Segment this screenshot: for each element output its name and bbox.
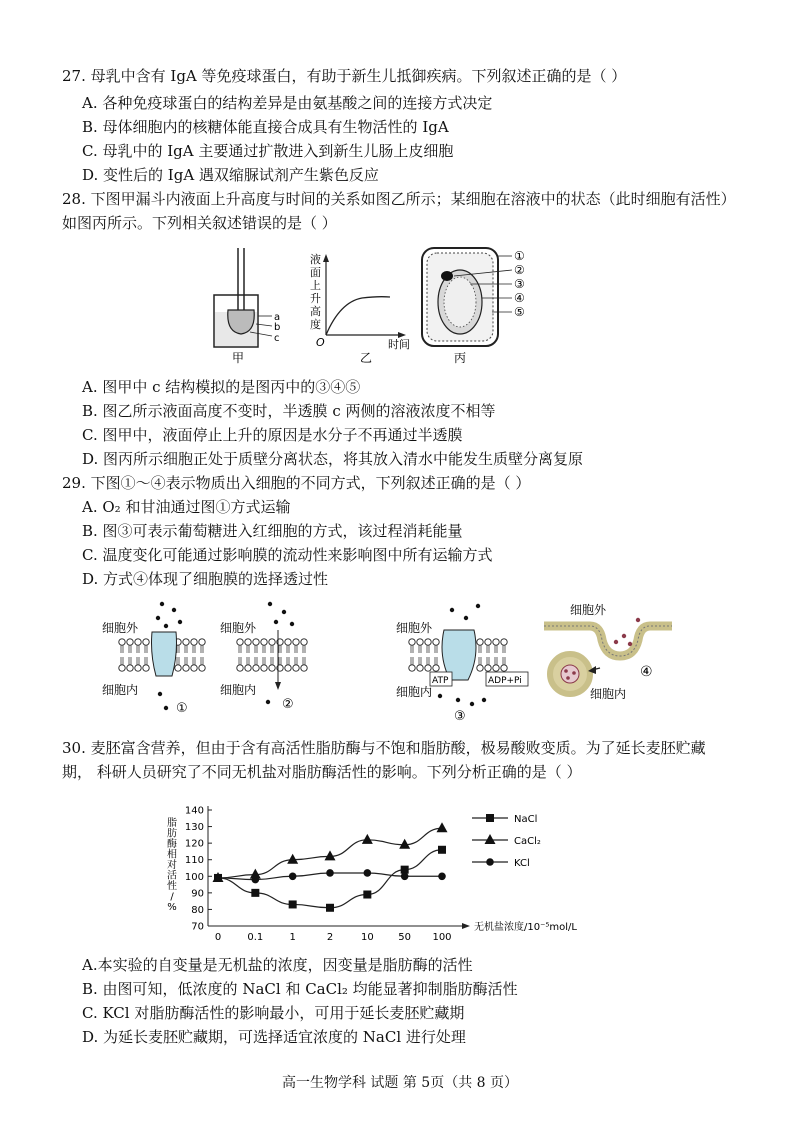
x-tick-label: 1 <box>289 932 296 943</box>
q30-option-d: D. 为延长麦胚贮藏期，可选择适宜浓度的 NaCl 进行处理 <box>82 1028 466 1046</box>
time-label: 时间 <box>388 338 410 351</box>
x-tick-label: 0 <box>214 932 222 943</box>
transport-4-diagram <box>544 603 672 701</box>
label-inside-3: 细胞内 <box>396 685 433 699</box>
mark-2: ② <box>282 697 294 712</box>
y-axis-label-char: 脂 <box>167 818 177 829</box>
figure-yi <box>310 252 410 365</box>
point-KCl <box>326 869 334 877</box>
y-axis-label-char: 对 <box>167 860 177 871</box>
y-tick-label: 70 <box>191 921 204 933</box>
x-tick-label: 2 <box>326 932 334 943</box>
y-axis-label-char: 活 <box>167 870 177 882</box>
q29-option-d: D. 方式④体现了细胞膜的选择透过性 <box>82 570 329 588</box>
q29-stem: 29. 下图①～④表示物质出入细胞的不同方式，下列叙述正确的是（ ） <box>62 474 531 492</box>
point-CaCl₂ <box>399 839 410 849</box>
q30-option-c: C. KCl 对脂肪酶活性的影响最小，可用于延长麦胚贮藏期 <box>82 1004 465 1022</box>
legend-label-NaCl: NaCl <box>514 814 538 825</box>
legend-label-CaCl₂: CaCl₂ <box>514 836 541 847</box>
bing-mark-1: ① <box>514 249 525 263</box>
label-outside-3: 细胞外 <box>396 621 433 635</box>
q28-option-d: D. 图丙所示细胞正处于质壁分离状态，将其放入清水中能发生质壁分离复原 <box>82 450 584 468</box>
q30-option-a: A.本实验的自变量是无机盐的浓度，因变量是脂肪酶的活性 <box>82 956 473 974</box>
point-CaCl₂ <box>287 854 298 864</box>
figure-bing <box>422 248 525 365</box>
y-axis-label-char: 酶 <box>167 839 177 850</box>
y-tick-label: 100 <box>184 871 204 883</box>
y-tick-label: 110 <box>184 855 204 867</box>
label-inside-1: 细胞内 <box>102 683 139 697</box>
caption-yi: 乙 <box>360 351 373 365</box>
label-c: c <box>274 333 280 344</box>
yi-axis-char: 上 <box>310 279 321 292</box>
lipase-activity-chart <box>160 796 590 946</box>
y-tick-label: 120 <box>184 838 204 850</box>
point-NaCl <box>251 889 259 897</box>
y-tick-label: 90 <box>191 888 204 900</box>
q28-stem-line2: 如图丙所示。下列相关叙述错误的是（ ） <box>62 214 337 232</box>
q27-option-b: B. 母体细胞内的核糖体能直接合成具有生物活性的 IgA <box>82 118 449 136</box>
x-tick-label: 100 <box>432 932 452 943</box>
x-tick-label: 50 <box>398 932 412 943</box>
legend-label-KCl: KCl <box>514 858 530 869</box>
yi-axis-char: 升 <box>310 292 321 305</box>
point-KCl <box>401 872 409 880</box>
point-NaCl <box>401 866 409 874</box>
page-footer: 高一生物学科 试题 第 5页（共 8 页） <box>281 1075 519 1091</box>
adp-label: ADP+Pi <box>488 676 522 686</box>
y-axis-label-char: % <box>167 902 177 913</box>
q30-stem-line1: 30. 麦胚富含营养，但由于含有高活性脂肪酶与不饱和脂肪酸，极易酸败变质。为了延长麦胚贮藏 <box>62 739 706 757</box>
atp-label: ATP <box>432 676 449 686</box>
origin-label: O <box>316 336 325 349</box>
label-outside-2: 细胞外 <box>220 621 257 635</box>
legend-marker <box>485 834 496 844</box>
transport-3-diagram <box>396 604 528 724</box>
bing-mark-4: ④ <box>514 291 525 305</box>
y-tick-label: 140 <box>184 805 204 817</box>
q27-option-c: C. 母乳中的 IgA 主要通过扩散进入到新生儿肠上皮细胞 <box>82 142 454 160</box>
q27-stem: 27. 母乳中含有 IgA 等免疫球蛋白，有助于新生儿抵御疾病。下列叙述正确的是（ ） <box>62 67 627 85</box>
mark-3: ③ <box>454 709 466 724</box>
y-axis-label-char: 性 <box>167 881 177 892</box>
point-CaCl₂ <box>437 822 448 832</box>
point-NaCl <box>326 904 334 912</box>
q28-stem-line1: 28. 下图甲漏斗内液面上升高度与时间的关系如图乙所示；某细胞在溶液中的状态（此时细胞有活性） <box>62 190 736 208</box>
q28-option-a: A. 图甲中 c 结构模拟的是图丙中的③④⑤ <box>82 378 361 396</box>
yi-axis-char: 液 <box>310 253 321 266</box>
q30-option-b: B. 由图可知，低浓度的 NaCl 和 CaCl₂ 均能显著抑制脂肪酶活性 <box>82 980 518 998</box>
q28-figure <box>200 240 600 370</box>
point-KCl <box>214 874 222 882</box>
legend-marker <box>486 858 494 866</box>
y-axis-label-char: 相 <box>167 849 177 861</box>
q27-option-a: A. 各种免疫球蛋白的结构差异是由氨基酸之间的连接方式决定 <box>82 94 493 112</box>
y-tick-label: 80 <box>191 904 204 916</box>
point-CaCl₂ <box>325 850 336 860</box>
label-outside-1: 细胞外 <box>102 621 139 635</box>
transport-2-diagram <box>220 602 307 712</box>
point-KCl <box>364 869 372 877</box>
mark-4: ④ <box>640 664 653 680</box>
figure-jia <box>214 248 280 365</box>
caption-bing: 丙 <box>454 351 467 365</box>
x-tick-label: 0.1 <box>247 932 264 943</box>
mark-1: ① <box>176 701 188 716</box>
x-axis-arrow <box>462 923 470 929</box>
point-CaCl₂ <box>362 834 373 844</box>
yi-axis-char: 度 <box>310 318 321 331</box>
point-NaCl <box>363 891 371 899</box>
yi-axis-char: 面 <box>310 266 321 279</box>
y-axis-label-char: / <box>170 891 174 903</box>
legend-marker <box>486 814 494 822</box>
q28-option-c: C. 图甲中，液面停止上升的原因是水分子不再通过半透膜 <box>82 426 463 444</box>
q28-option-b: B. 图乙所示液面高度不变时，半透膜 c 两侧的溶液浓度不相等 <box>82 402 496 420</box>
q30-stem-line2: 期， 科研人员研究了不同无机盐对脂肪酶活性的影响。下列分析正确的是（ ） <box>62 763 582 781</box>
q29-option-c: C. 温度变化可能通过影响膜的流动性来影响图中所有运输方式 <box>82 546 493 564</box>
q29-option-b: B. 图③可表示葡萄糖进入红细胞的方式，该过程消耗能量 <box>82 522 463 540</box>
y-tick-label: 130 <box>184 822 204 834</box>
point-KCl <box>289 872 297 880</box>
x-tick-label: 10 <box>360 932 374 943</box>
q27-option-d: D. 变性后的 IgA 遇双缩脲试剂产生紫色反应 <box>82 166 379 184</box>
label-a: a <box>274 312 281 323</box>
caption-jia: 甲 <box>232 351 245 365</box>
point-KCl <box>438 872 446 880</box>
label-outside-4: 细胞外 <box>570 603 607 617</box>
x-axis-label: 无机盐浓度/10⁻⁵mol/L <box>474 922 577 933</box>
q29-option-a: A. O₂ 和甘油通过图①方式运输 <box>82 498 291 516</box>
point-NaCl <box>438 846 446 854</box>
point-KCl <box>252 876 260 884</box>
label-inside-2: 细胞内 <box>220 683 257 697</box>
label-b: b <box>274 322 281 333</box>
bing-mark-5: ⑤ <box>514 305 525 319</box>
y-axis-label-char: 肪 <box>167 828 177 840</box>
q29-figure <box>100 596 680 726</box>
transport-1-diagram <box>102 602 205 716</box>
bing-mark-2: ② <box>514 263 525 277</box>
bing-mark-3: ③ <box>514 277 525 291</box>
yi-axis-char: 高 <box>310 305 321 318</box>
label-inside-4: 细胞内 <box>590 687 627 701</box>
point-NaCl <box>289 900 297 908</box>
